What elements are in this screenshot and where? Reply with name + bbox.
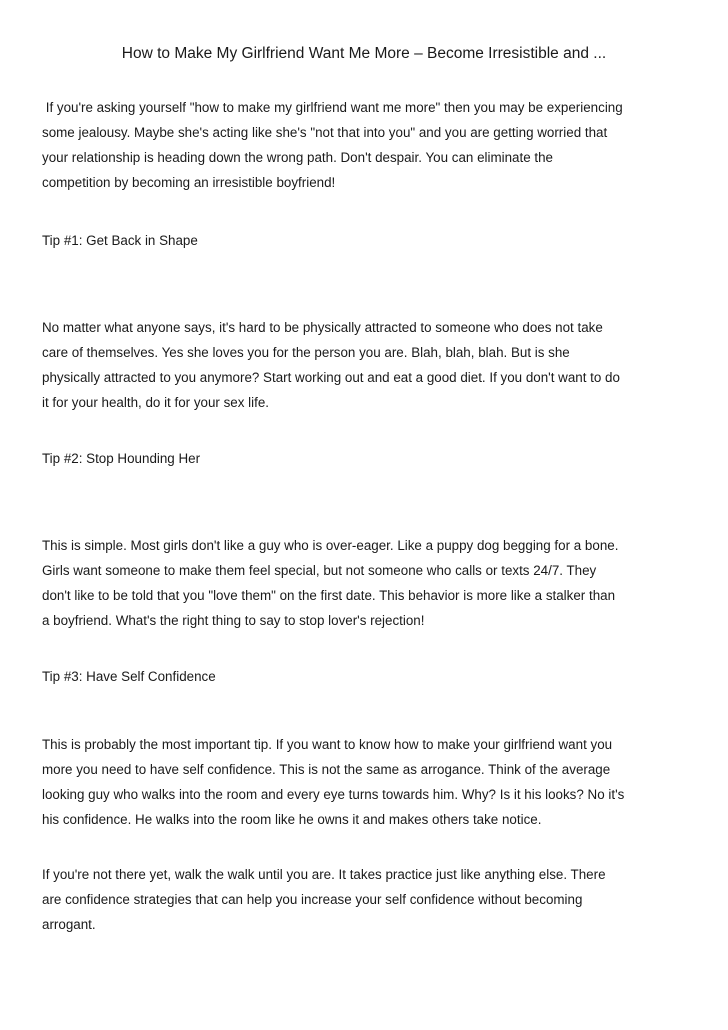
tip1-line: No matter what anyone says, it's hard to be physically attracted to someone who does not take (42, 320, 603, 335)
tip3-line: looking guy who walks into the room and every eye turns towards him. Why? Is it his looks? No it's (42, 787, 625, 802)
tip2-line: a boyfriend. What's the right thing to say to stop lover's rejection! (42, 613, 425, 628)
tip3-line: his confidence. He walks into the room like he owns it and makes others take notice. (42, 812, 542, 827)
intro-line: some jealousy. Maybe she's acting like she's "not that into you" and you are getting worried that (42, 125, 608, 140)
tip2-line: don't like to be told that you "love them" on the first date. This behavior is more like a stalker than (42, 588, 616, 603)
tip3-paragraph (42, 732, 692, 832)
tip3-heading: Tip #3: Have Self Confidence (42, 669, 216, 684)
tip2-paragraph (42, 533, 692, 633)
tip2-heading: Tip #2: Stop Hounding Her (42, 451, 201, 466)
tip2-line: Girls want someone to make them feel special, but not someone who calls or texts 24/7. They (42, 563, 597, 578)
tip3-line: If you're not there yet, walk the walk until you are. It takes practice just like anything else. There (42, 867, 606, 882)
intro-line: competition by becoming an irresistible boyfriend! (42, 175, 336, 190)
tip1-line: physically attracted to you anymore? Start working out and eat a good diet. If you don't want to do (42, 370, 620, 385)
tip3-line: are confidence strategies that can help you increase your self confidence without becoming (42, 892, 583, 907)
intro-line: your relationship is heading down the wrong path. Don't despair. You can eliminate the (42, 150, 553, 165)
tip3-line: more you need to have self confidence. This is not the same as arrogance. Think of the average (42, 762, 611, 777)
tip1-heading: Tip #1: Get Back in Shape (42, 233, 198, 248)
tip1-paragraph (42, 315, 692, 415)
document-title: How to Make My Girlfriend Want Me More – Become Irresistible and ... (121, 45, 607, 62)
tip3-paragraph-2 (42, 862, 692, 937)
intro-paragraph (42, 95, 692, 195)
tip2-line: This is simple. Most girls don't like a guy who is over-eager. Like a puppy dog begging for a bone. (42, 538, 619, 553)
tip1-line: care of themselves. Yes she loves you for the person you are. Blah, blah, blah. But is she (42, 345, 570, 360)
tip3-line: arrogant. (42, 917, 96, 932)
intro-line: If you're asking yourself "how to make my girlfriend want me more" then you may be experiencing (42, 100, 623, 115)
tip1-line: it for your health, do it for your sex life. (42, 395, 270, 410)
tip3-line: This is probably the most important tip. If you want to know how to make your girlfriend want you (42, 737, 613, 752)
